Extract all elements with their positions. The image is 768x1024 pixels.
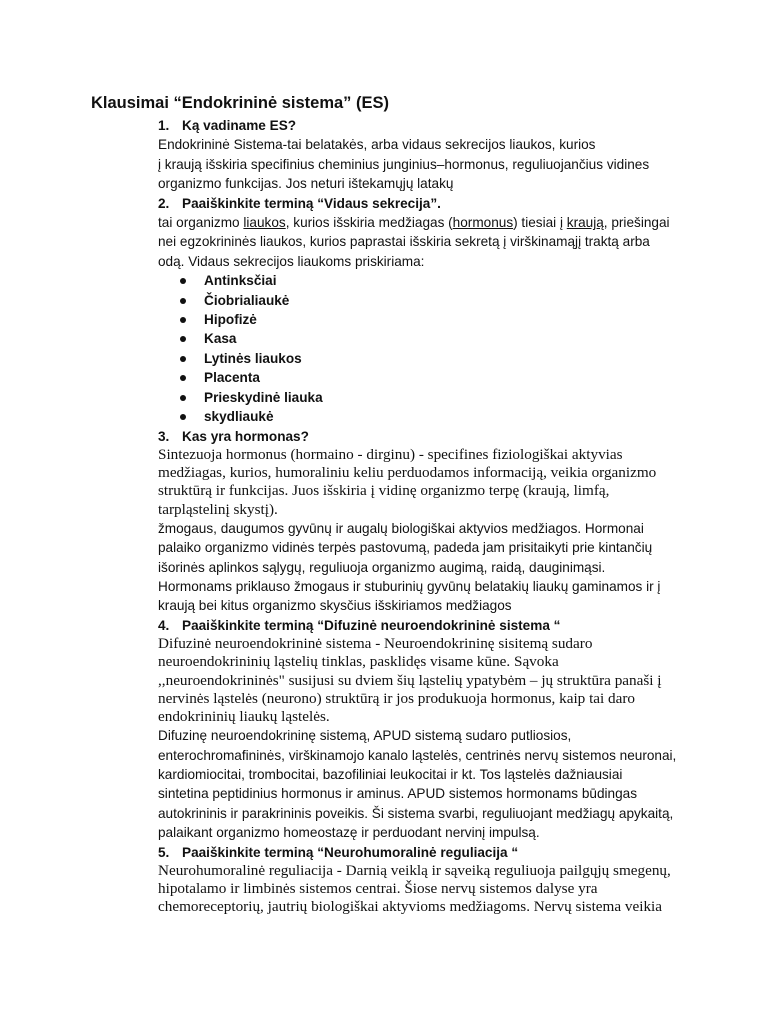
- answer-line: žmogaus, daugumos gyvūnų ir augalų biologiškai aktyvios medžiagos. Hormonai: [158, 520, 644, 536]
- answer-text: , priešingai: [603, 215, 670, 231]
- list-item: [158, 271, 698, 290]
- question-1-heading: [158, 116, 698, 135]
- question-1-answer: [158, 135, 698, 193]
- answer-text: , kurios išskiria medžiagas (: [285, 215, 453, 231]
- list-item: [158, 291, 698, 310]
- bullet-icon: [180, 356, 186, 362]
- answer-line: Hormonams priklauso žmogaus ir stuburinių gyvūnų belatakių liaukų gaminamos ir į: [158, 578, 661, 594]
- question-number: 5.: [158, 844, 170, 860]
- underlined-term: kraują: [566, 215, 604, 231]
- bullet-icon: [180, 375, 186, 381]
- answer-line: palaiko organizmo vidinės terpės pastovumą, padeda jam prisitaikyti prie kintančių: [158, 540, 653, 556]
- document-title: Klausimai “Endokrininė sistema” (ES): [91, 94, 389, 112]
- underlined-term: liaukos: [243, 215, 286, 231]
- answer-line: į kraują išskiria specifinius cheminius junginius–hormonus, reguliuojančius vidines: [158, 156, 650, 172]
- list-item-label: Antinksčiai: [204, 273, 277, 289]
- answer-line: nei egzokrininės liaukos, kurios paprastai išskiria sekretą į virškinamąjį traktą arba: [158, 234, 650, 250]
- list-item: [158, 349, 698, 368]
- question-4-answer-serif: [158, 635, 698, 726]
- question-2-answer: [158, 213, 698, 271]
- answer-line: chemoreceptorių, jautrių biologiškai aktyvioms medžiagoms. Nervų sistema veikia: [158, 898, 663, 916]
- list-item: [158, 388, 698, 407]
- bullet-icon: [180, 298, 186, 304]
- answer-line: ,,neuroendokrininės" susijusi su dviem šių ląstelių ypatybėm – jų struktūra panaši į: [158, 671, 662, 689]
- question-3-answer-serif: [158, 446, 698, 519]
- question-3-answer-sans: [158, 519, 698, 616]
- question-label: Ką vadiname ES?: [182, 118, 297, 133]
- answer-line: medžiagas, kurios, humoraliniu keliu perduodamos informaciją, veikia organizmo: [158, 464, 657, 482]
- question-number: 2.: [158, 195, 170, 211]
- question-5-answer-serif: [158, 862, 698, 917]
- list-item: [158, 310, 698, 329]
- answer-line: kraują bei kitus organizmo skysčius išskiriamos medžiagos: [158, 598, 512, 614]
- list-item: [158, 329, 698, 348]
- list-item-label: Hipofizė: [204, 312, 257, 328]
- answer-line: endokrininių liaukų ląstelės.: [158, 707, 330, 725]
- document-body: [158, 116, 698, 917]
- answer-line: Neurohumoralinė reguliacija - Darnią veiklą ir sąveiką reguliuoja pailgųjų smegenų,: [158, 862, 671, 880]
- list-item-label: Prieskydinė liauka: [204, 389, 323, 405]
- list-item-label: Placenta: [204, 370, 260, 386]
- answer-line: nervinės ląstelės (neurono) struktūrą ir jos produkuoja hormonus, kaip tai daro: [158, 689, 636, 707]
- answer-line: palaikant organizmo homeostazę ir perduodant nervinį impulsą.: [158, 825, 540, 841]
- answer-line: struktūrą ir funkcijas. Juos išskiria į vidinę organizmo terpę (kraują, limfą,: [158, 482, 610, 500]
- question-label: Paaiškinkite terminą “Difuzinė neuroendokrininė sistema “: [182, 617, 561, 633]
- answer-line: neuroendokrininių ląstelių tinklas, pasklidęs visame kūne. Sąvoka: [158, 653, 559, 671]
- list-item: [158, 368, 698, 387]
- answer-line: [158, 213, 698, 232]
- question-5-heading: [158, 843, 698, 862]
- bullet-icon: [180, 278, 186, 284]
- answer-line: organizmo funkcijas. Jos neturi ištekamųjų latakų: [158, 176, 454, 192]
- question-label: Paaiškinkite terminą “Vidaus sekrecija”.: [182, 195, 441, 211]
- bullet-icon: [180, 336, 186, 342]
- answer-line: Endokrininė Sistema-tai belatakės, arba vidaus sekrecijos liaukos, kurios: [158, 137, 596, 153]
- bullet-icon: [180, 395, 186, 401]
- answer-line: odą. Vidaus sekrecijos liaukoms priskiriama:: [158, 253, 425, 269]
- list-item-label: Lytinės liaukos: [204, 350, 302, 366]
- question-4-heading: [158, 616, 698, 635]
- question-number: 3.: [158, 428, 170, 444]
- answer-line: Difuzinė neuroendokrininė sistema - Neuroendokrininę sisitemą sudaro: [158, 635, 593, 653]
- glands-list: [158, 271, 698, 426]
- answer-text: tai organizmo: [158, 215, 244, 231]
- list-item-label: Kasa: [204, 331, 237, 347]
- answer-line: autokrininis ir parakrininis poveikis. Ši sistema svarbi, reguliuojant medžiagų apykaitą,: [158, 805, 674, 821]
- question-4-answer-sans: [158, 726, 698, 842]
- answer-line: Difuzinę neuroendokrininę sistemą, APUD sistemą sudaro putliosios,: [158, 728, 572, 744]
- list-item-label: Čiobrialiaukė: [204, 292, 290, 308]
- bullet-icon: [180, 317, 186, 323]
- question-2-heading: [158, 194, 698, 213]
- underlined-term: hormonus: [452, 215, 514, 231]
- answer-line: sintetina peptidinius hormonus ir aminus. APUD sistemos hormonams būdingas: [158, 786, 638, 802]
- list-item: [158, 407, 698, 426]
- answer-line: tarpląstelinį skystį).: [158, 500, 278, 518]
- question-number: 4.: [158, 617, 170, 633]
- question-number: 1.: [158, 118, 170, 133]
- answer-line: kardiomiocitai, trombocitai, bazofiliniai leukocitai ir kt. Tos ląstelės dažniausiai: [158, 766, 623, 782]
- answer-line: enterochromafininės, virškinamojo kanalo ląstelės, centrinės nervų sistemos neuronai,: [158, 747, 677, 763]
- answer-line: hipotalamo ir limbinės sistemos centrai. Šiose nervų sistemos dalyse yra: [158, 880, 598, 898]
- question-3-heading: [158, 427, 698, 446]
- bullet-icon: [180, 414, 186, 420]
- answer-text: ) tiesiai į: [513, 215, 567, 231]
- answer-line: išorinės aplinkos sąlygų, reguliuoja organizmo augimą, raidą, dauginimąsi.: [158, 559, 606, 575]
- answer-line: Sintezuoja hormonus (hormaino - dirginu) - specifines fiziologiškai aktyvias: [158, 445, 623, 463]
- question-label: Paaiškinkite terminą “Neurohumoralinė reguliacija “: [182, 844, 519, 860]
- list-item-label: skydliaukė: [204, 409, 274, 425]
- question-label: Kas yra hormonas?: [182, 428, 309, 444]
